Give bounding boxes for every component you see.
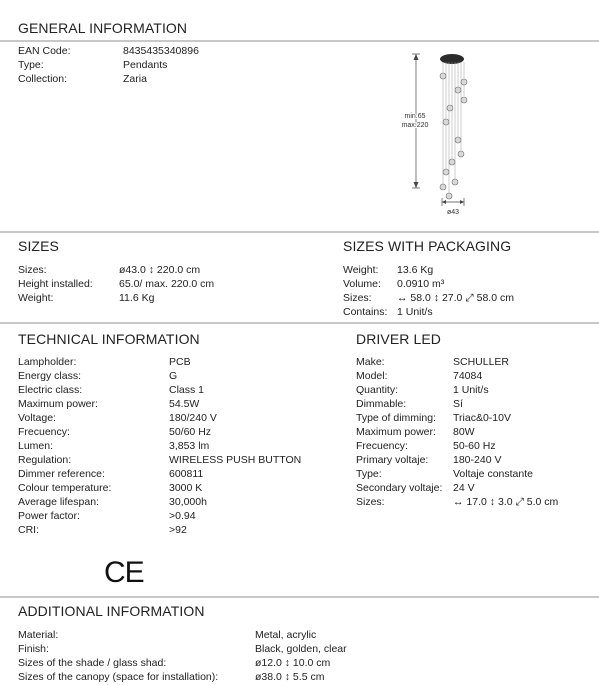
info-row — [18, 453, 301, 467]
info-label: Power factor: — [18, 510, 80, 522]
info-row — [18, 44, 199, 58]
info-row — [18, 355, 301, 369]
info-row — [356, 439, 558, 453]
info-row — [18, 523, 301, 537]
packaging-list — [343, 263, 514, 319]
info-value: 1 Unit/s — [397, 306, 433, 318]
info-label: Sizes of the canopy (space for installation): — [18, 671, 219, 683]
glass-shades — [440, 73, 467, 199]
info-value: ø38.0 ↕ 5.5 cm — [255, 671, 325, 683]
info-label: Quantity: — [356, 384, 399, 396]
info-value: ø43.0 ↕ 220.0 cm — [119, 264, 201, 276]
info-row — [18, 58, 199, 72]
info-label: Dimmable: — [356, 398, 407, 410]
info-value: WIRELESS PUSH BUTTON — [169, 454, 302, 466]
sizes-list — [18, 263, 214, 305]
height-label-min: min.65 — [404, 113, 426, 120]
info-value: Zaria — [123, 73, 147, 85]
info-label: Regulation: — [18, 454, 72, 466]
info-label: Primary voltaje: — [356, 454, 429, 466]
info-value: ↔ 58.0 ↕ 27.0 ⤢ 58.0 cm — [397, 292, 514, 304]
info-row — [18, 425, 301, 439]
info-value: >92 — [169, 524, 187, 536]
info-label: Type: — [356, 468, 382, 480]
info-row — [18, 481, 301, 495]
info-value: 50-60 Hz — [453, 440, 496, 452]
info-label: Frecuency: — [18, 426, 70, 438]
info-label: Secondary voltaje: — [356, 482, 443, 494]
info-label: Type of dimming: — [356, 412, 436, 424]
info-row — [18, 670, 347, 684]
info-label: Weight: — [343, 264, 379, 276]
info-value: 30,000h — [169, 496, 207, 508]
info-value: 13.6 Kg — [397, 264, 434, 276]
info-row — [343, 291, 514, 305]
ce-mark-icon — [104, 555, 144, 587]
info-row — [343, 305, 514, 319]
info-value: 0.0910 m³ — [397, 278, 445, 290]
general-title: GENERAL INFORMATION — [18, 20, 188, 36]
info-row — [356, 425, 558, 439]
info-value: 65.0/ max. 220.0 cm — [119, 278, 215, 290]
info-row — [18, 277, 214, 291]
info-row — [18, 467, 301, 481]
info-label: Frecuency: — [356, 440, 408, 452]
info-label: Model: — [356, 370, 388, 382]
driver-title: DRIVER LED — [356, 331, 442, 347]
info-row — [18, 411, 301, 425]
info-value: 80W — [453, 426, 475, 438]
info-row — [356, 383, 558, 397]
info-label: Colour temperature: — [18, 482, 112, 494]
info-row — [18, 495, 301, 509]
info-value: Class 1 — [169, 384, 205, 396]
general-list — [18, 44, 199, 86]
info-label: Weight: — [18, 292, 54, 304]
info-row — [343, 277, 514, 291]
additional-title: ADDITIONAL INFORMATION — [18, 603, 205, 619]
info-label: Material: — [18, 629, 59, 641]
divider-additional — [0, 596, 599, 598]
info-row — [356, 355, 558, 369]
pendant-figure — [398, 48, 478, 220]
info-value: ↔ 17.0 ↕ 3.0 ⤢ 5.0 cm — [453, 496, 559, 508]
info-row — [18, 397, 301, 411]
info-row — [343, 263, 514, 277]
info-row — [18, 439, 301, 453]
info-label: Type: — [18, 59, 44, 71]
divider-technical — [0, 322, 599, 324]
divider-general — [0, 40, 599, 42]
info-label: Maximum power: — [18, 398, 98, 410]
info-row — [18, 509, 301, 523]
info-label: Lumen: — [18, 440, 54, 452]
svg-text:CE: CE — [104, 556, 144, 587]
info-label: Dimmer reference: — [18, 468, 105, 480]
info-value: 1 Unit/s — [453, 384, 489, 396]
info-value: Triac&0-10V — [453, 412, 511, 424]
info-value: PCB — [169, 356, 191, 368]
height-label-max: max.220 — [401, 122, 429, 129]
divider-sizes — [0, 231, 599, 233]
info-label: CRI: — [18, 524, 39, 536]
info-row — [18, 369, 301, 383]
info-row — [356, 369, 558, 383]
info-row — [18, 72, 199, 86]
info-row — [18, 642, 347, 656]
info-value: ø12.0 ↕ 10.0 cm — [255, 657, 331, 669]
info-label: Volume: — [343, 278, 381, 290]
info-label: Sizes: — [356, 496, 385, 508]
technical-title: TECHNICAL INFORMATION — [18, 331, 200, 347]
info-value: Metal, acrylic — [255, 629, 317, 641]
info-value: 74084 — [453, 370, 483, 382]
info-label: Sizes: — [18, 264, 47, 276]
info-value: G — [169, 370, 178, 382]
height-dimension — [412, 54, 420, 188]
info-value: 180/240 V — [169, 412, 217, 424]
info-label: Lampholder: — [18, 356, 77, 368]
info-value: SCHULLER — [453, 356, 510, 368]
info-label: Electric class: — [18, 384, 83, 396]
info-value: Sí — [453, 398, 463, 410]
diameter-label: ø43 — [446, 209, 460, 216]
info-value: >0.94 — [169, 510, 196, 522]
additional-list — [18, 628, 347, 684]
info-label: Contains: — [343, 306, 388, 318]
info-row — [18, 291, 214, 305]
info-row — [18, 383, 301, 397]
technical-list — [18, 355, 301, 537]
packaging-title: SIZES WITH PACKAGING — [343, 238, 512, 254]
info-value: 3000 K — [169, 482, 203, 494]
sizes-title: SIZES — [18, 238, 59, 254]
info-row — [356, 467, 558, 481]
info-value: 11.6 Kg — [119, 292, 155, 304]
info-value: 50/60 Hz — [169, 426, 212, 438]
diameter-dimension — [442, 198, 464, 206]
info-label: Maximum power: — [356, 426, 436, 438]
info-value: Pendants — [123, 59, 168, 71]
info-row — [356, 495, 558, 509]
info-value: 600811 — [169, 468, 204, 480]
info-label: EAN Code: — [18, 45, 71, 57]
info-label: Collection: — [18, 73, 68, 85]
info-label: Sizes of the shade / glass shad: — [18, 657, 167, 669]
info-value: Voltaje constante — [453, 468, 533, 480]
info-value: 8435435340896 — [123, 45, 199, 57]
driver-list — [356, 355, 558, 509]
info-label: Sizes: — [343, 292, 372, 304]
info-row — [18, 628, 347, 642]
info-row — [18, 656, 347, 670]
info-row — [356, 397, 558, 411]
info-label: Make: — [356, 356, 385, 368]
info-label: Average lifespan: — [18, 496, 99, 508]
info-value: 24 V — [453, 482, 475, 494]
info-row — [356, 481, 558, 495]
info-label: Finish: — [18, 643, 49, 655]
info-label: Voltage: — [18, 412, 56, 424]
info-value: 54.5W — [169, 398, 200, 410]
info-label: Height installed: — [18, 278, 93, 290]
info-value: Black, golden, clear — [255, 643, 347, 655]
info-row — [18, 263, 214, 277]
info-value: 180-240 V — [453, 454, 502, 466]
info-value: 3,853 lm — [169, 440, 210, 452]
info-label: Energy class: — [18, 370, 82, 382]
info-row — [356, 453, 558, 467]
info-row — [356, 411, 558, 425]
